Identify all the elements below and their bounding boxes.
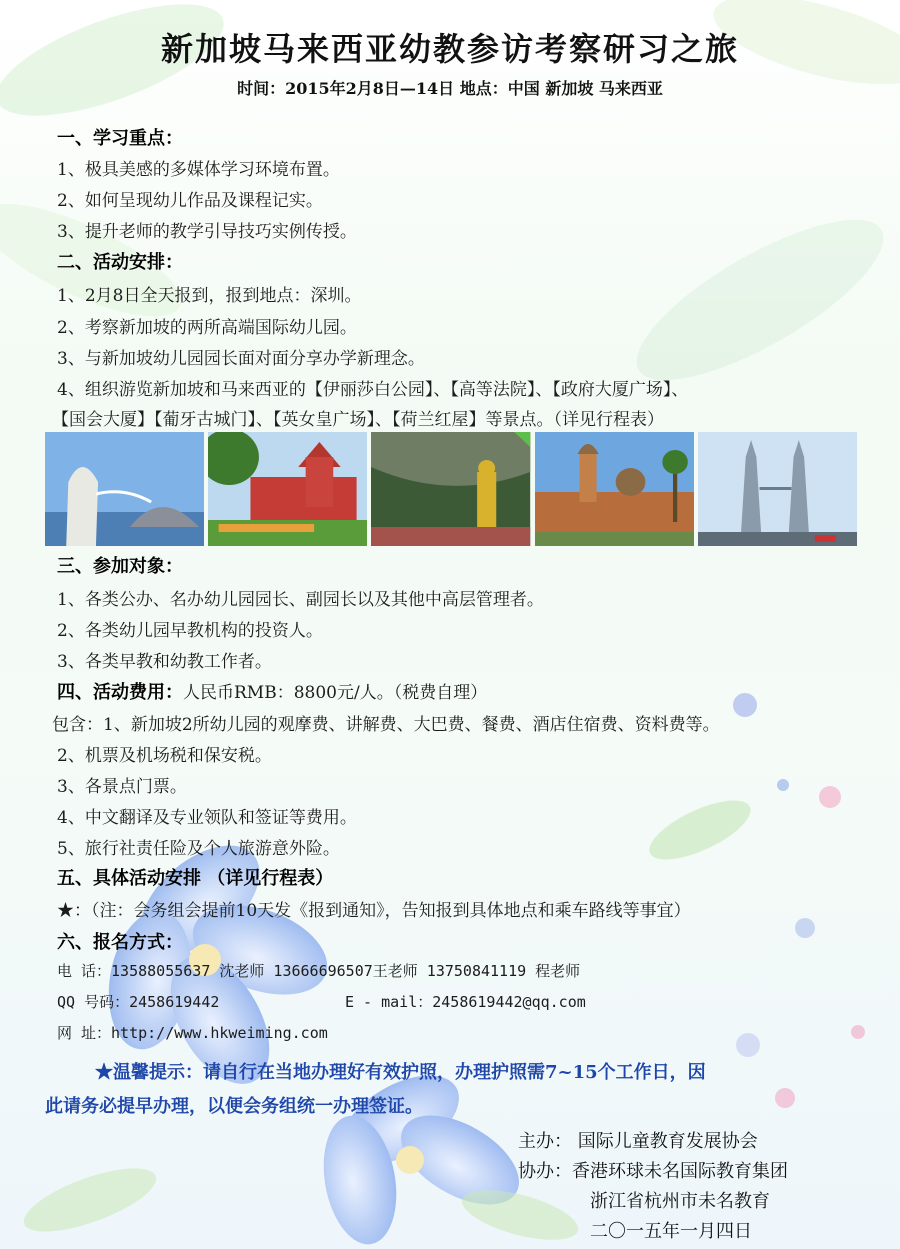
list-item: 5、旅行社责任险及个人旅游意外险。 xyxy=(57,839,340,859)
co-organizer: 协办：香港环球未名国际教育集团 xyxy=(518,1161,788,1182)
petronas-towers-photo xyxy=(698,432,857,546)
website-line: 网 址：http://www.hkweiming.com xyxy=(57,1024,328,1042)
section-heading-activity: 二、活动安排： xyxy=(57,252,183,273)
list-item: 3、与新加坡幼儿园园长面对面分享办学新理念。 xyxy=(57,349,425,369)
list-item: 1、极具美感的多媒体学习环境布置。 xyxy=(57,160,340,180)
list-item: 【国会大厦】【葡牙古城门】、【英女皇广场】、【荷兰红屋】等景点。（详见行程表） xyxy=(52,410,664,430)
page-title: 新加坡马来西亚幼教参访考察研习之旅 xyxy=(160,30,739,68)
qq-line: QQ 号码：2458619442 xyxy=(57,993,220,1011)
list-item: 4、中文翻译及专业领队和签证等费用。 xyxy=(57,808,357,828)
tip-text-line2: 此请务必提早办理，以便会务组统一办理签证。 xyxy=(45,1096,423,1117)
host-organizer: 主办： 国际儿童教育发展协会 xyxy=(518,1131,758,1152)
list-item: 2、考察新加坡的两所高端国际幼儿园。 xyxy=(57,318,357,338)
note-text: ★：（注：会务组会提前10天发《报到通知》，告知报到具体地点和乘车路线等事宜） xyxy=(57,901,691,921)
footer-date: 二〇一五年一月四日 xyxy=(590,1221,752,1242)
section-heading-signup: 六、报名方式： xyxy=(57,932,183,953)
list-item: 2、各类幼儿园早教机构的投资人。 xyxy=(57,621,323,641)
list-item: 2、如何呈现幼儿作品及课程记实。 xyxy=(57,191,323,211)
photo-strip xyxy=(45,432,857,546)
subtitle: 时间：2015年2月8日—14日 地点：中国 新加坡 马来西亚 xyxy=(237,79,663,98)
phone-line: 电 话：13588055637 沈老师 13666696507王老师 13750841119 程老师 xyxy=(57,962,581,980)
fee-amount: 人民币RMB：8800元/人。（税费自理） xyxy=(183,683,488,703)
list-item: 2、机票及机场税和保安税。 xyxy=(57,746,272,766)
tip-text-line1: ★温馨提示：请自行在当地办理好有效护照，办理护照需7~15个工作日，因 xyxy=(95,1062,706,1083)
list-item: 1、2月8日全天报到，报到地点：深圳。 xyxy=(57,286,362,306)
fee-row xyxy=(57,678,487,704)
section-heading-study: 一、学习重点： xyxy=(57,128,183,149)
sultan-building-photo xyxy=(535,432,694,546)
red-church-photo xyxy=(208,432,367,546)
section-heading-participants: 三、参加对象： xyxy=(57,556,183,577)
list-item: 3、各景点门票。 xyxy=(57,777,187,797)
list-item: 3、提升老师的教学引导技巧实例传授。 xyxy=(57,222,357,242)
list-item: 4、组织游览新加坡和马来西亚的【伊丽莎白公园】、【高等法院】、【政府大厦广场】、 xyxy=(57,380,689,400)
list-item: 3、各类早教和幼教工作者。 xyxy=(57,652,272,672)
pin-decoration xyxy=(733,693,865,1108)
batu-caves-photo xyxy=(371,432,530,546)
section-heading-fee: 四、活动费用： xyxy=(57,682,183,703)
merlion-photo xyxy=(45,432,204,546)
section-heading-schedule: 五、具体活动安排 （详见行程表） xyxy=(57,868,334,889)
email-line: E - mail：2458619442@qq.com xyxy=(345,993,586,1011)
co-organizer-2: 浙江省杭州市未名教育 xyxy=(590,1191,770,1212)
list-item: 1、各类公办、名办幼儿园园长、副园长以及其他中高层管理者。 xyxy=(57,590,544,610)
list-item: 包含：1、新加坡2所幼儿园的观摩费、讲解费、大巴费、餐费、酒店住宿费、资料费等。 xyxy=(52,715,720,735)
